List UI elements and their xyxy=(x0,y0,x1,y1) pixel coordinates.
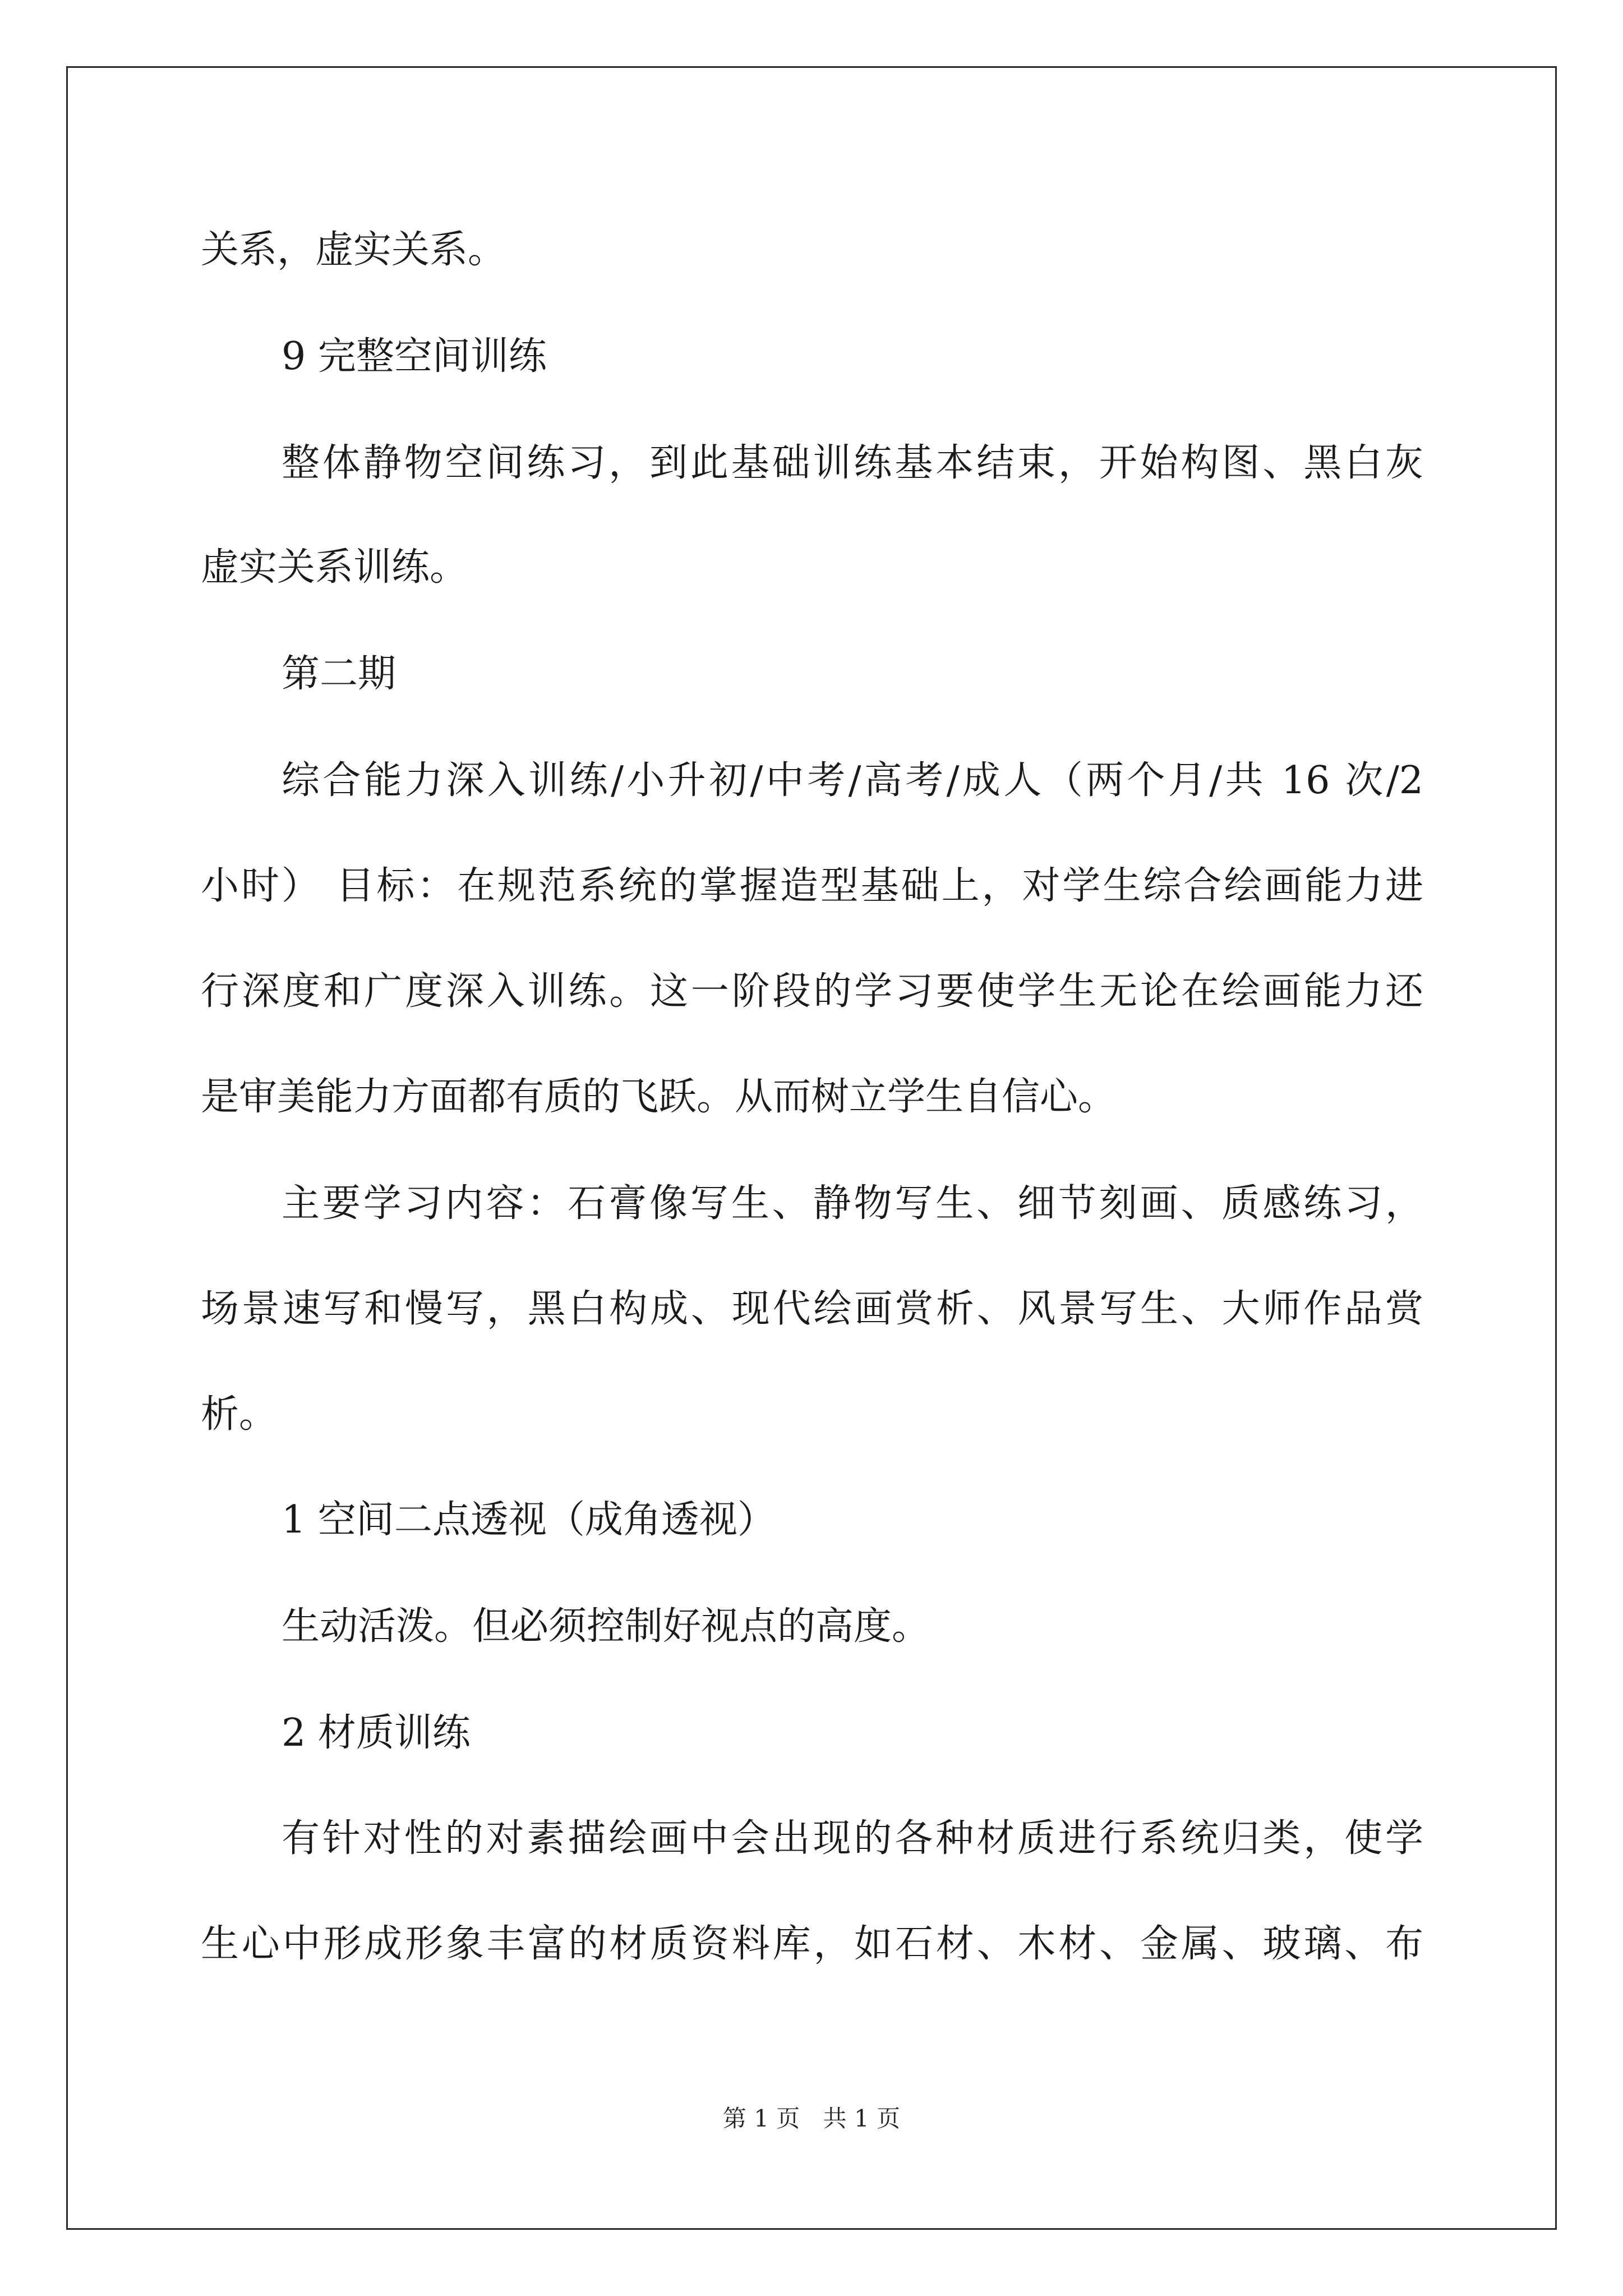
section-heading: 2 材质训练 xyxy=(282,1711,471,1755)
text-line: 生心中形成形象丰富的材质资料库，如石材、木材、金属、玻璃、布 xyxy=(201,1922,1423,1966)
text-line: 行深度和广度深入训练。这一阶段的学习要使学生无论在绘画能力还 xyxy=(201,969,1423,1014)
text-line: 场景速写和慢写，黑白构成、现代绘画赏析、风景写生、大师作品赏 xyxy=(201,1287,1423,1331)
text-line: 是审美能力方面都有质的飞跃。从而树立学生自信心。 xyxy=(201,1075,1117,1119)
text-line: 主要学习内容：石膏像写生、静物写生、细节刻画、质感练习， xyxy=(282,1181,1423,1226)
page-number: 第 1 页 xyxy=(722,2105,800,2132)
section-heading: 第二期 xyxy=(282,652,396,696)
text-line: 虚实关系训练。 xyxy=(201,545,468,590)
text-line: 综合能力深入训练/小升初/中考/高考/成人（两个月/共 16 次/2 xyxy=(282,758,1423,803)
text-line: 有针对性的对素描绘画中会出现的各种材质进行系统归类，使学 xyxy=(282,1816,1423,1861)
page-footer xyxy=(0,2100,1623,2134)
text-line: 析。 xyxy=(201,1392,278,1437)
section-heading: 1 空间二点透视（成角透视） xyxy=(282,1498,776,1542)
page-border xyxy=(66,66,1557,2230)
text-line: 小时） 目标：在规范系统的掌握造型基础上，对学生综合绘画能力进 xyxy=(201,864,1423,908)
section-heading: 9 完整空间训练 xyxy=(282,334,547,379)
text-line: 整体静物空间练习，到此基础训练基本结束，开始构图、黑白灰 xyxy=(282,441,1423,485)
page-total: 共 1 页 xyxy=(823,2105,901,2132)
text-line: 生动活泼。但必须控制好视点的高度。 xyxy=(282,1604,930,1649)
text-line: 关系，虚实关系。 xyxy=(201,228,506,272)
